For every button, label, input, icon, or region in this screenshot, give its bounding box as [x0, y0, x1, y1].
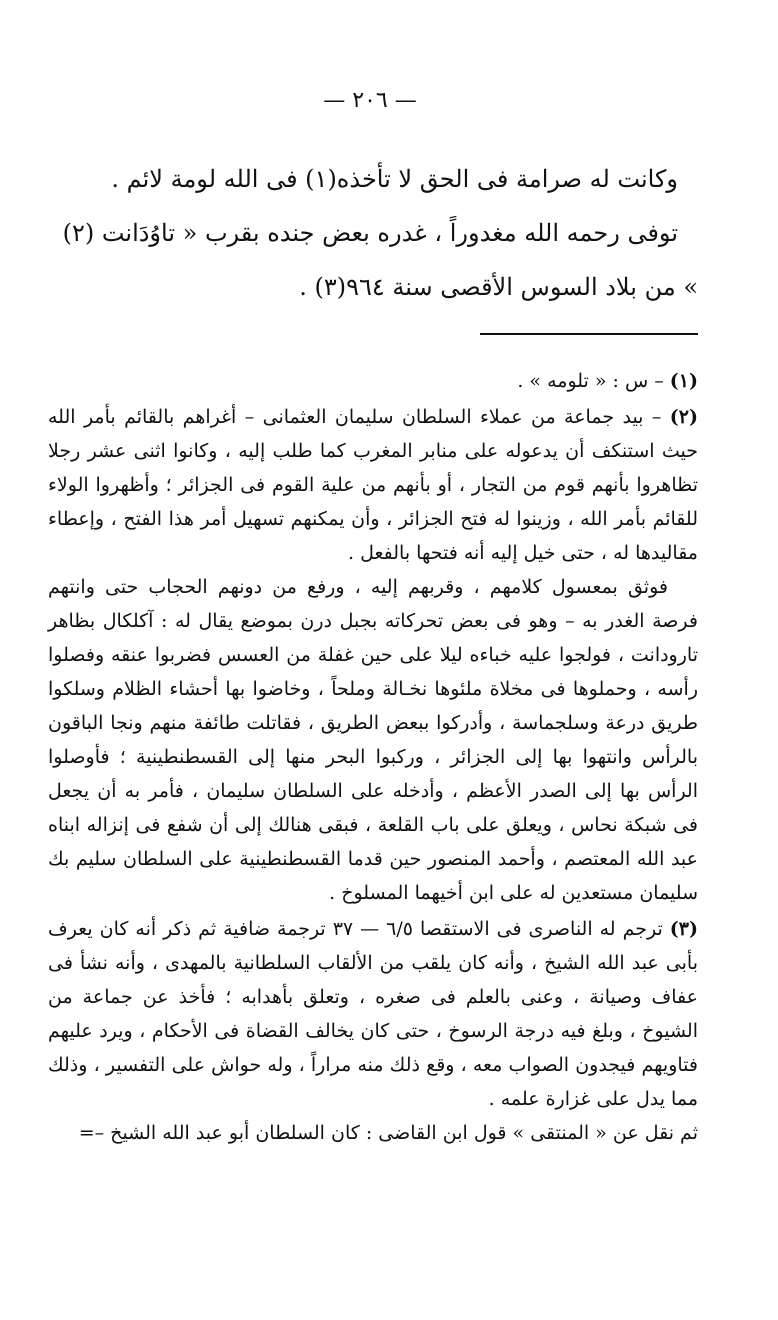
main-paragraph-2: توفى رحمه الله مغدوراً ، غدره بعض جنده بقرب « تاوُدَانت (٢) » من بلاد السوس الأقصى سنة ٩٦٤(٣) . [62, 219, 698, 301]
footnote-text: – بيد جماعة من عملاء السلطان سليمان العثمانى – أغراهم بالقائم بأمر الله حيث استنكف أن يدعوله على منابر المغرب كما طلب إليه ، وكانوا اثنى عشر رجلا تظاهروا بأنهم قوم من التجار ، أو بأنهم من علية القوم فى الجزائر ؛ وأظهروا الولاء للقائم بأمر الله ، وزينوا له فتح الجزائر ، وأن يمكنهم تسهيل أمر هذا الفتح ، وإعطاء مقاليدها له ، حتى خيل إليه أنه فتحها بالفعل . [48, 406, 698, 564]
main-line-1: وكانت له صرامة فى الحق لا تأخذه(١) فى الله لومة لائم . [111, 165, 678, 193]
footnotes [48, 364, 698, 1152]
footnote-continuation: ثم نقل عن « المنتقى » قول ابن القاضى : كان السلطان أبو عبد الله الشيخ –= [78, 1122, 698, 1144]
page-number: — ٢٠٦ — [323, 88, 417, 113]
footnote-marker: (١) [669, 370, 698, 392]
footnote-divider [480, 333, 698, 335]
footnote-text: ترجم له الناصرى فى الاستقصا ٦/٥ — ٣٧ ترجمة ضافية ثم ذكر أنه كان يعرف بأبى عبد الله الشيخ ، وأنه كان يلقب من الألقاب السلطانية بالمهدى ، وأنه نشأ فى عفاف وصيانة ، وعنى بالعلم فى صغره ، وتعلق بأهدابه ؛ فأخذ عن جماعة من الشيوخ ، وبلغ فيه درجة الرسوخ ، حتى كان يخالف القضاة فى الأحكام ، ويرد عليهم فتاويهم فيجدون الصواب معه ، وقع ذلك منه مراراً ، وله حواش على التفسير ، وذلك مما يدل على غزارة علمه . [48, 918, 698, 1110]
footnote-marker: (٣) [669, 918, 698, 940]
footnote-continuation: فوثق بمعسول كلامهم ، وقربهم إليه ، ورفع من دونهم الحجاب حتى وانتهم فرصة الغدر به – وهو فى بعض تحركاته بجبل درن بموضع يقال له : آكلكال بظاهر تارودانت ، فولجوا عليه خباءه ليلا على حين غفلة من العسس فضربوا عنقه وفصلوا رأسه ، وحملوها فى مخلاة ملئوها نخـالة وملحاً ، وخاضوا بها أحشاء الظلام وسلكوا طريق درعة وسلجماسة ، وأدركوا ببعض الطريق ، فقاتلت طائفة منهم ونجا الباقون بالرأس وانتهوا بها إلى الجزائر ، وركبوا البحر منها إلى القسطنطينية ؛ فأوصلوا الرأس بها إلى الصدر الأعظم ، وأدخله على السلطان سليمان ، فأمر به أن يجعل فى شبكة نحاس ، ويعلق على باب القلعة ، فبقى هنالك إلى أن شفع فى إنزاله ابناه عبد الله المعتصم ، وأحمد المنصور حين قدما القسطنطينية على السلطان سليم بك سليمان مستعدين له على ابن أخيهما المسلوخ . [48, 576, 698, 904]
footnote-3 [48, 912, 698, 1150]
footnote-text: – س : « تلومه » . [517, 370, 664, 392]
main-text [48, 152, 698, 314]
footnote-1 [48, 364, 698, 398]
footnote-marker: (٢) [669, 406, 698, 428]
footnote-2 [48, 400, 698, 910]
